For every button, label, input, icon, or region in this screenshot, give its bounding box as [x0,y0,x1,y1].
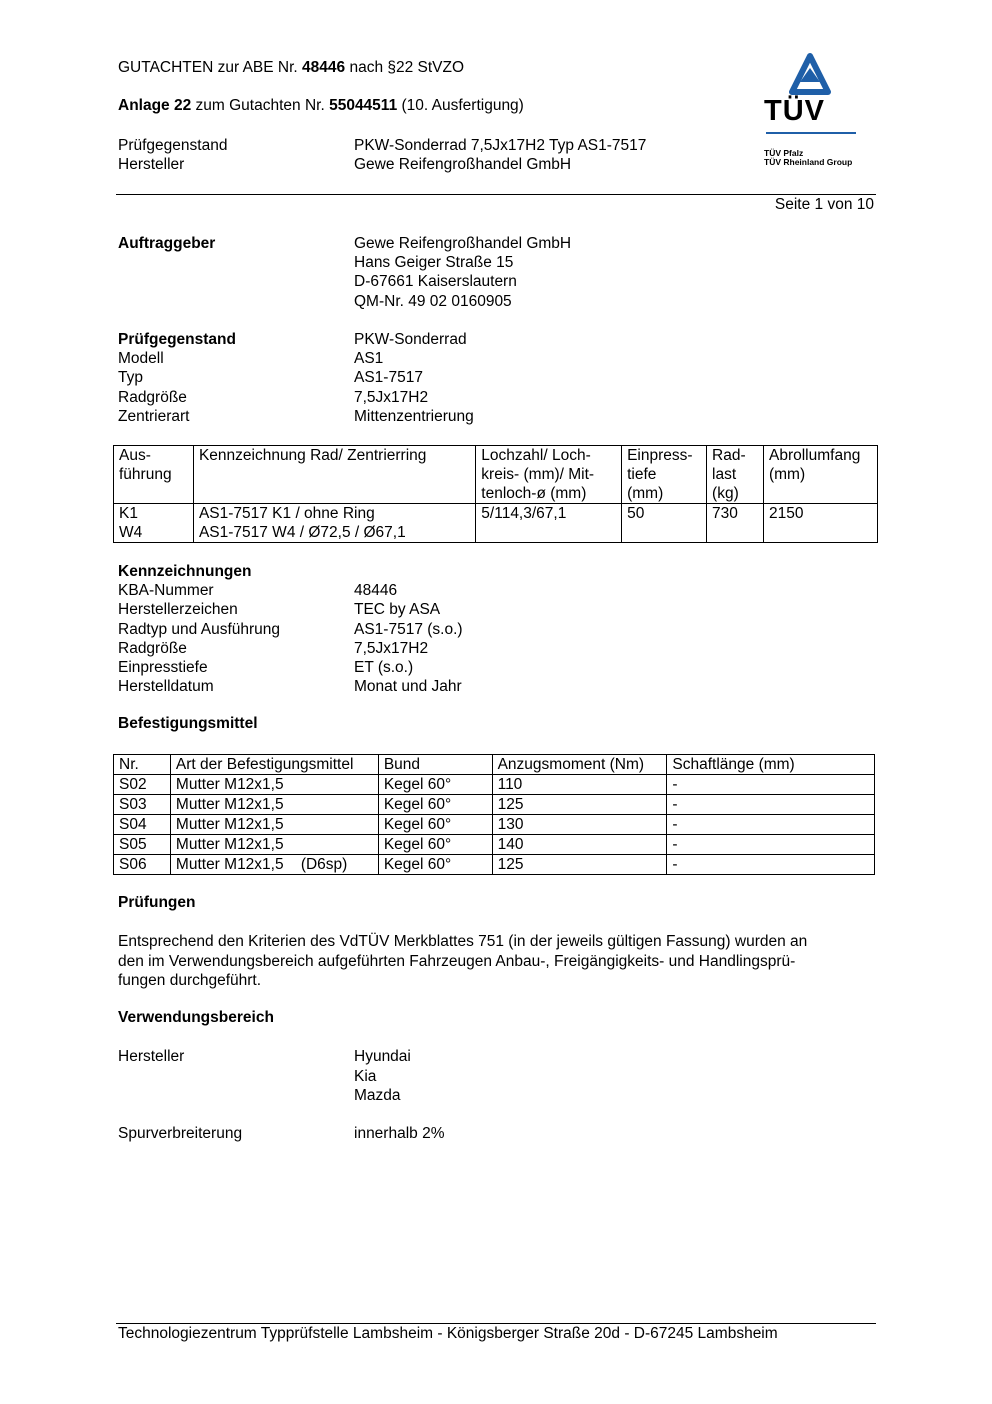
marking-row: Radtyp und Ausführung AS1-7517 (s.o.) [118,620,463,638]
table-cell: - [667,835,875,855]
header-item-value: Gewe Reifengroßhandel GmbH [354,156,572,174]
spec-row [118,368,474,387]
manufacturer-item: Hyundai [354,1048,411,1065]
header-divider [116,194,876,195]
logo-text: TÜV [764,95,825,127]
table-cell: Kegel 60° [378,835,492,855]
footer-divider [116,1323,876,1324]
title-prefix: GUTACHTEN zur ABE Nr. [118,59,303,76]
spec-value: 7,5Jx17H2 [354,388,429,406]
header-item-label: Hersteller [118,156,185,174]
header-cell: Lochzahl/ Loch- kreis- (mm)/ Mit- tenloch-ø (mm) [476,446,622,504]
header-cell: Abrollumfang (mm) [763,446,877,504]
table-cell: Kegel 60° [378,855,492,875]
pruefgegenstand-label: Prüfgegenstand [118,331,236,348]
table-cell: - [667,795,875,815]
table-cell: 730 [707,504,764,543]
header-cell: Anzugsmoment (Nm) [492,755,667,775]
table-cell: 140 [492,835,667,855]
header-items [118,136,646,174]
table-cell: 110 [492,775,667,795]
client-qm-number: QM-Nr. 49 02 0160905 [354,292,512,310]
pruefungen-paragraph: Entsprechend den Kriterien des VdTÜV Merkblattes 751 (in der jeweils gültigen Fassung) wurden an den im Verwendungsbereich aufgeführten Fahrzeugen Anbau-, Freigängigkeits- und Handlingsprü- fungen durchgeführt. [118,933,808,989]
client-street: Hans Geiger Straße 15 [354,254,514,272]
marking-row: Herstelldatum Monat und Jahr [118,678,462,696]
spec-label: Radgröße [118,388,187,406]
pruefungen-heading: Prüfungen [118,894,196,911]
header-cell: Aus- führung [114,446,194,504]
header-item [118,136,646,155]
verwendung-block [118,1047,411,1106]
header-cell: Rad- last (kg) [707,446,764,504]
header-cell: Einpress- tiefe (mm) [622,446,707,504]
manufacturer-item: Mazda [354,1087,401,1104]
verwendung-heading: Verwendungsbereich [118,1009,274,1026]
table-cell: 2150 [763,504,877,543]
header-cell: Kennzeichnung Rad/ Zentrierring [193,446,475,504]
table-cell: Kegel 60° [378,775,492,795]
report-title [118,59,464,77]
abe-number: 48446 [302,59,346,76]
table-cell: 125 [492,855,667,875]
table-cell: - [667,855,875,875]
header-cell: Nr. [114,755,171,775]
client-city: D-67661 Kaiserslautern [354,273,517,291]
wheel-table [113,445,878,543]
auftraggeber-label: Auftraggeber [118,235,216,252]
attachment-line [118,97,524,115]
table-cell: Mutter M12x1,5 [170,775,378,795]
spec-label: Zentrierart [118,407,190,425]
client-name: Gewe Reifengroßhandel GmbH [354,235,572,252]
spur-row [118,1124,444,1143]
spec-value: AS1 [354,350,384,368]
table-cell: Kegel 60° [378,815,492,835]
header-item-label: Prüfgegenstand [118,137,228,154]
table-cell: 130 [492,815,667,835]
table-row [114,795,875,815]
spec-value: AS1-7517 [354,369,423,387]
table-row [114,775,875,795]
spur-value: innerhalb 2% [354,1125,445,1142]
spec-row [118,388,474,407]
table-cell: 125 [492,795,667,815]
marking-row: KBA-Nummer 48446 [118,582,398,600]
table-cell: Mutter M12x1,5 [170,835,378,855]
table-cell: 50 [622,504,707,543]
table-header-row [114,446,878,504]
footer-address: Technologiezentrum Typprüfstelle Lambsheim - Königsberger Straße 20d - D-67245 Lambsheim [118,1325,778,1342]
auftraggeber-block [118,234,571,311]
attachment-mid: zum Gutachten Nr. [191,97,330,114]
tuv-logo [762,52,862,172]
table-row [114,815,875,835]
hersteller-label: Hersteller [118,1048,185,1065]
fastener-table [113,754,875,875]
table-cell: 5/114,3/67,1 [476,504,622,543]
logo-group: TÜV Rheinland Group [764,157,853,167]
header-cell: Bund [378,755,492,775]
table-cell: S03 [114,795,171,815]
pruefgegenstand-block [118,330,474,426]
table-cell: - [667,815,875,835]
report-number: 55044511 [329,97,398,114]
spec-label: Modell [118,350,164,368]
marking-row: Herstellerzeichen TEC by ASA [118,601,441,619]
spur-label: Spurverbreiterung [118,1125,243,1142]
table-cell: - [667,775,875,795]
spec-row [118,407,474,426]
title-suffix: nach §22 StVZO [345,59,465,76]
table-cell: Mutter M12x1,5 [170,815,378,835]
spec-row [118,349,474,368]
befestigung-heading: Befestigungsmittel [118,715,258,732]
marking-row: Radgröße 7,5Jx17H2 [118,639,429,657]
table-row [114,835,875,855]
table-header-row [114,755,875,775]
header-cell: Art der Befestigungsmittel [170,755,378,775]
table-cell: S04 [114,815,171,835]
spec-label: Typ [118,369,143,387]
table-cell: Mutter M12x1,5 [170,795,378,815]
table-cell: Mutter M12x1,5 (D6sp) [170,855,378,875]
spec-value: Mittenzentrierung [354,407,474,425]
marking-row: Einpresstiefe ET (s.o.) [118,659,414,677]
attachment-label: Anlage 22 [118,97,192,114]
table-cell: Kegel 60° [378,795,492,815]
kennzeichnungen-heading: Kennzeichnungen [118,563,252,580]
table-cell: S05 [114,835,171,855]
header-item-value: PKW-Sonderrad 7,5Jx17H2 Typ AS1-7517 [354,137,647,154]
table-row [114,504,878,543]
pruefgegenstand-value: PKW-Sonderrad [354,331,467,348]
table-cell: K1 W4 [114,504,194,543]
header-item [118,155,646,174]
page-number: Seite 1 von 10 [774,196,874,213]
kennzeichnungen-block [118,562,463,696]
table-cell: AS1-7517 K1 / ohne Ring AS1-7517 W4 / Ø72,5 / Ø67,1 [193,504,475,543]
table-cell: S06 [114,855,171,875]
manufacturer-item: Kia [354,1067,377,1085]
table-row [114,855,875,875]
table-cell: S02 [114,775,171,795]
attachment-suffix: (10. Ausfertigung) [397,97,524,114]
logo-subtitle: TÜV Pfalz [764,148,804,158]
header-cell: Schaftlänge (mm) [667,755,875,775]
